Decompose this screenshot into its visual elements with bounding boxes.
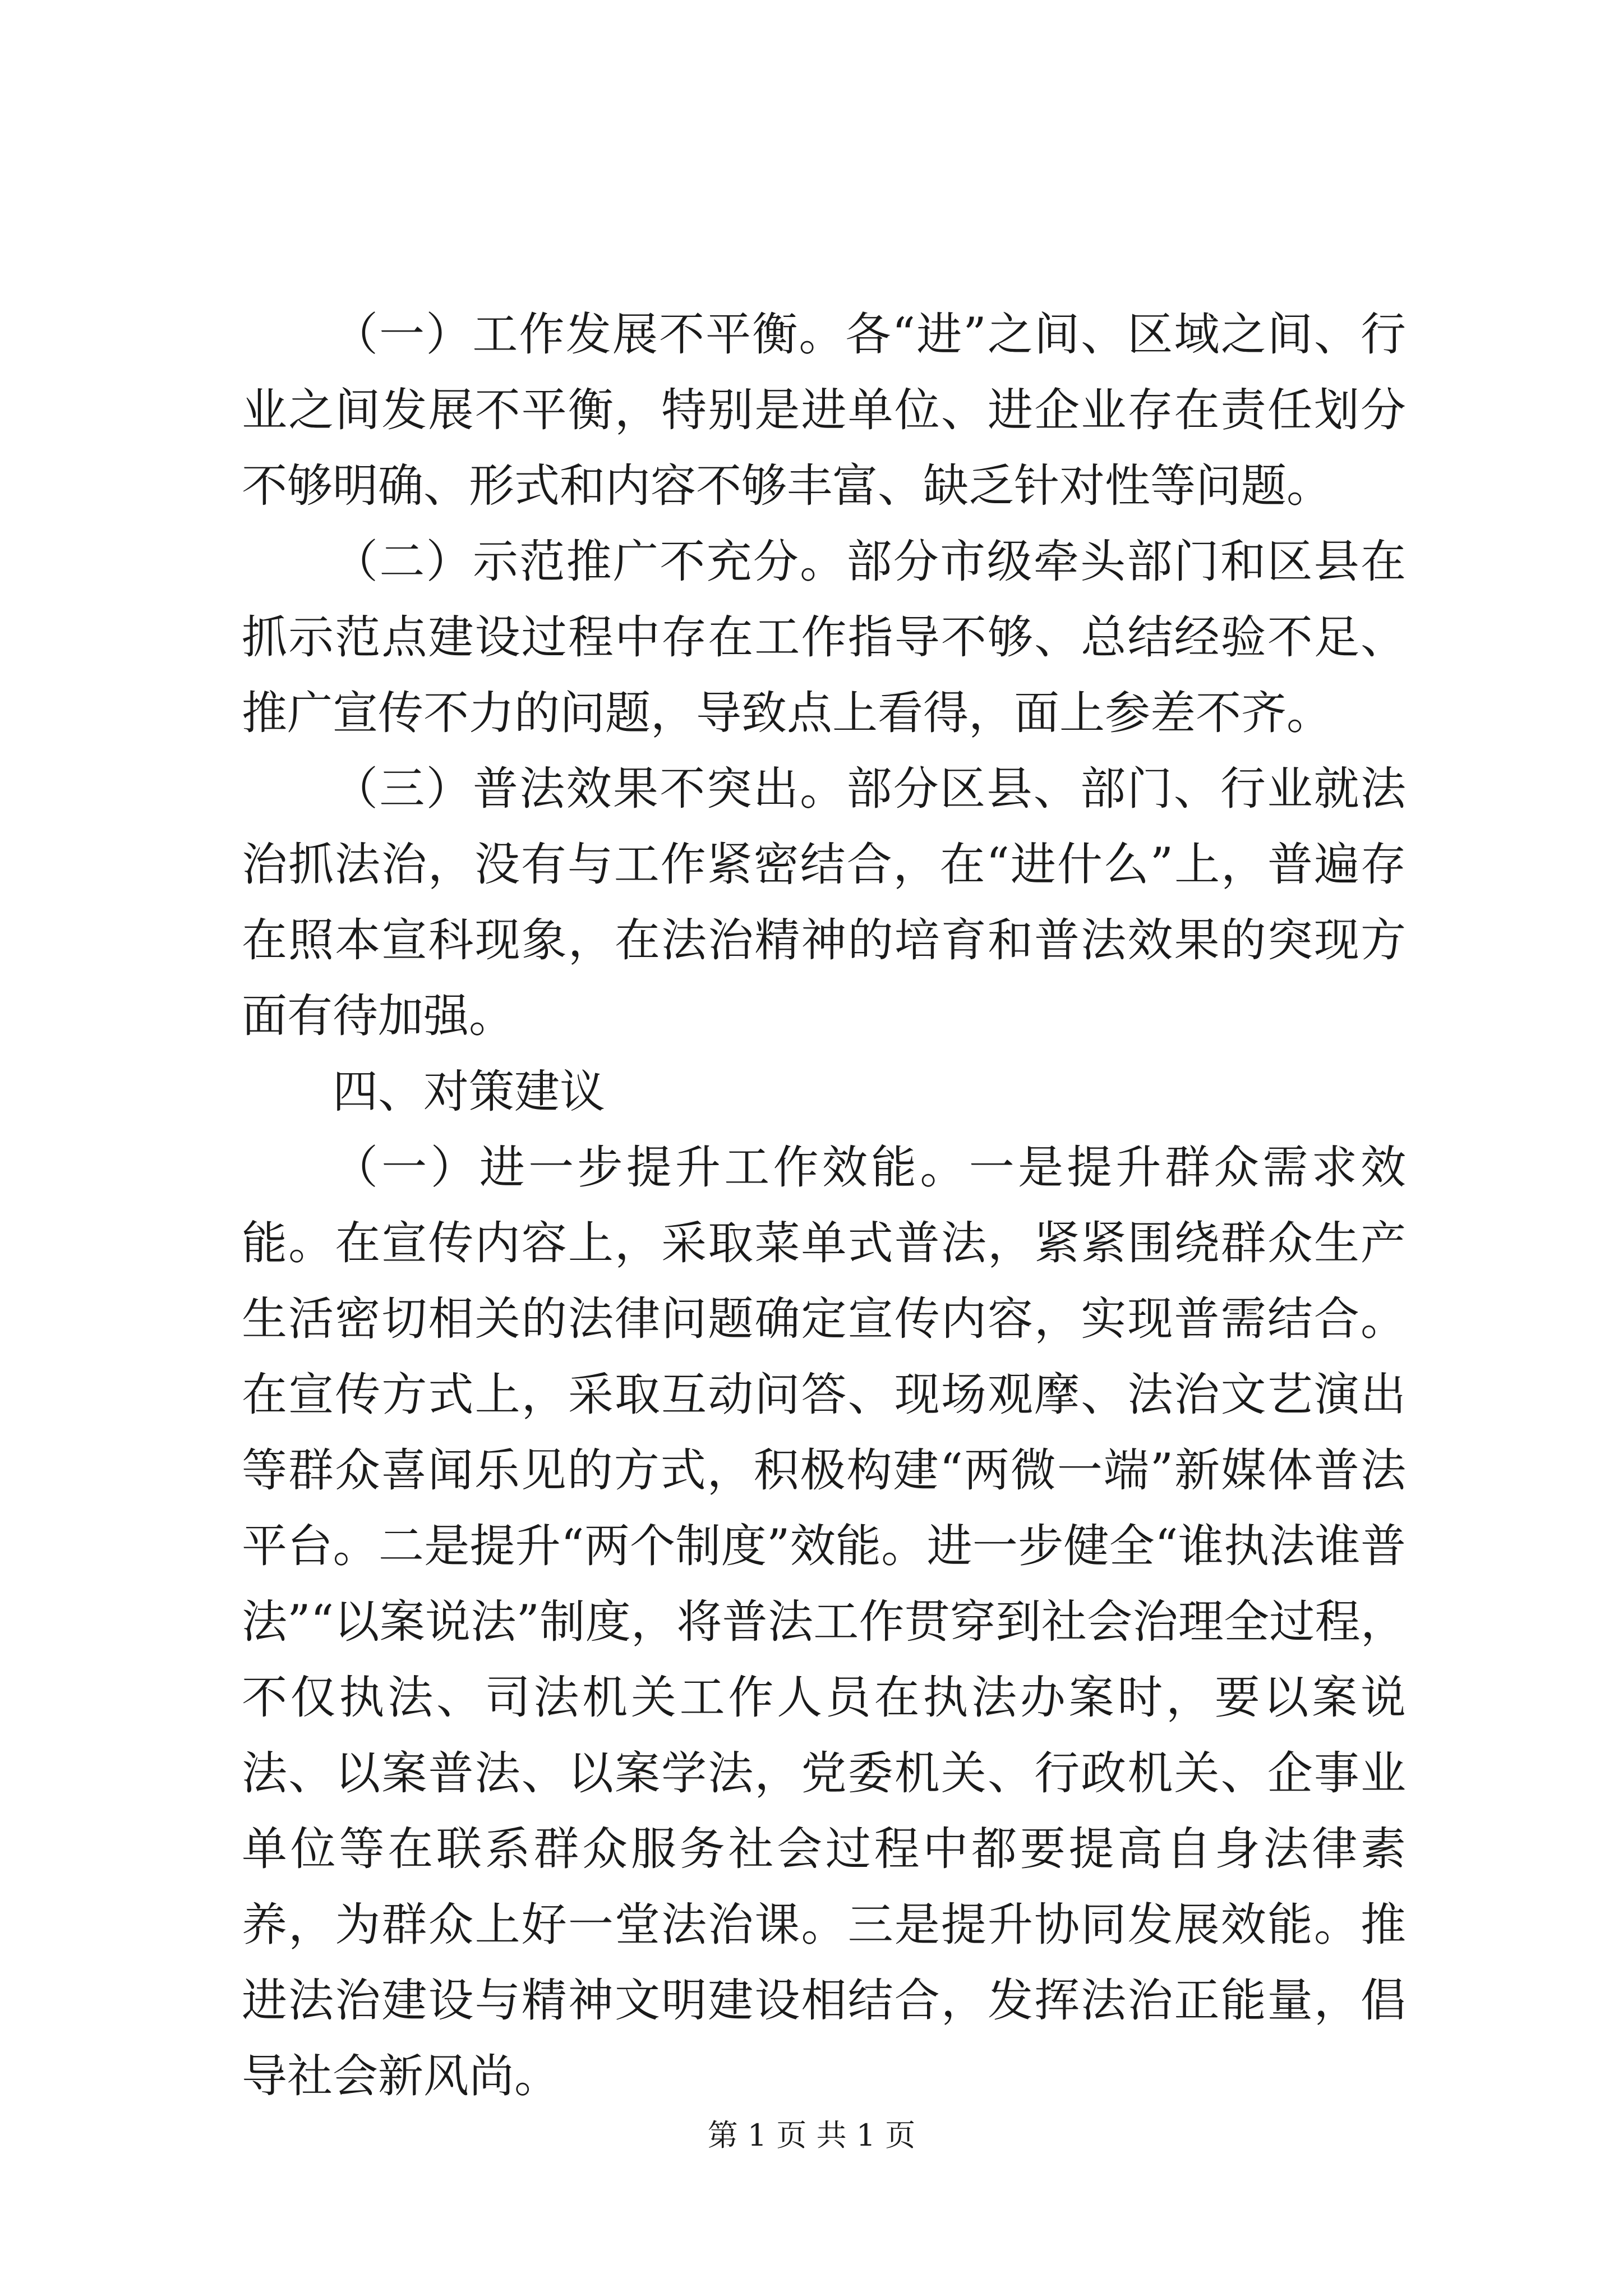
page-number-footer: 第 1 页 共 1 页 xyxy=(707,2118,916,2153)
paragraph-efficiency: （一）进一步提升工作效能。一是提升群众需求效能。在宣传内容上，采取菜单式普法，紧紧围绕群众生产生活密切相关的法律问题确定宣传内容，实现普需结合。在宣传方式上，采取互动问答、现场观摩、法治文艺演出等群众喜闻乐见的方式，积极构建“两微一端”新媒体普法平台。二是提升“两个制度”效能。进一步健全“谁执法谁普法”“以案说法”制度，将普法工作贯穿到社会治理全过程，不仅执法、司法机关工作人员在执法办案时，要以案说法、以案普法、以案学法，党委机关、行政机关、企事业单位等在联系群众服务社会过程中都要提高自身法律素养，为群众上好一堂法治课。三是提升协同发展效能。推进法治建设与精神文明建设相结合，发挥法治正能量，倡导社会新风尚。 xyxy=(242,1142,1406,2103)
section-heading-recommendations: 四、对策建议 xyxy=(333,1066,606,1119)
paragraph-effect: （三）普法效果不突出。部分区县、部门、行业就法治抓法治，没有与工作紧密结合，在“进什么”上，普遍存在照本宣科现象，在法治精神的培育和普法效果的突现方面有待加强。 xyxy=(242,763,1406,1043)
document-body xyxy=(242,297,1406,2115)
paragraph-demonstration: （二）示范推广不充分。部分市级牵头部门和区县在抓示范点建设过程中存在工作指导不够、总结经验不足、推广宣传不力的问题，导致点上看得，面上参差不齐。 xyxy=(242,536,1406,740)
paragraph-imbalance: （一）工作发展不平衡。各“进”之间、区域之间、行业之间发展不平衡，特别是进单位、进企业存在责任划分不够明确、形式和内容不够丰富、缺乏针对性等问题。 xyxy=(242,309,1406,513)
